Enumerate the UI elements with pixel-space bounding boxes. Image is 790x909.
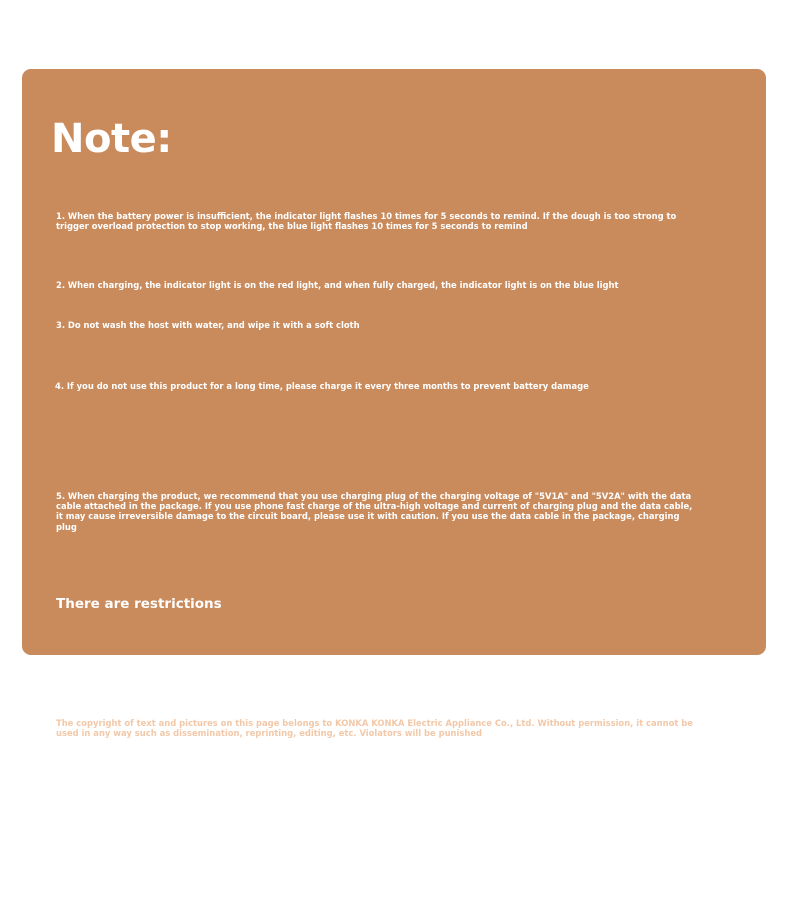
note-card [22,69,766,655]
copyright-notice: The copyright of text and pictures on this page belongs to KONKA KONKA Electric Appliance Co., Ltd. Without permission, it cannot be used in any way such as dissemination, reprinting, editing, etc. Violators will be punished [56,718,693,739]
restrictions-text: There are restrictions [56,596,222,612]
note-item-cleaning: 3. Do not wash the host with water, and wipe it with a soft cloth [56,320,360,330]
note-title: Note: [51,116,172,162]
note-item-charging-plug: 5. When charging the product, we recommend that you use charging plug of the charging voltage of "5V1A" and "5V2A" with the data cable attached in the package. If you use phone fast charge of the ultra-high voltage and current of charging plug and the data cable, it may cause irreversible damage to the circuit board, please use it with caution. If you use the data cable in the package, charging plug [56,491,693,532]
note-item-charging-light: 2. When charging, the indicator light is on the red light, and when fully charged, the indicator light is on the blue light [56,280,619,290]
note-item-battery-low: 1. When the battery power is insufficient, the indicator light flashes 10 times for 5 seconds to remind. If the dough is too strong to trigger overload protection to stop working, the blue light flashes 10 times for 5 seconds to remind [56,211,677,232]
note-item-storage: 4. If you do not use this product for a long time, please charge it every three months to prevent battery damage [55,381,589,391]
